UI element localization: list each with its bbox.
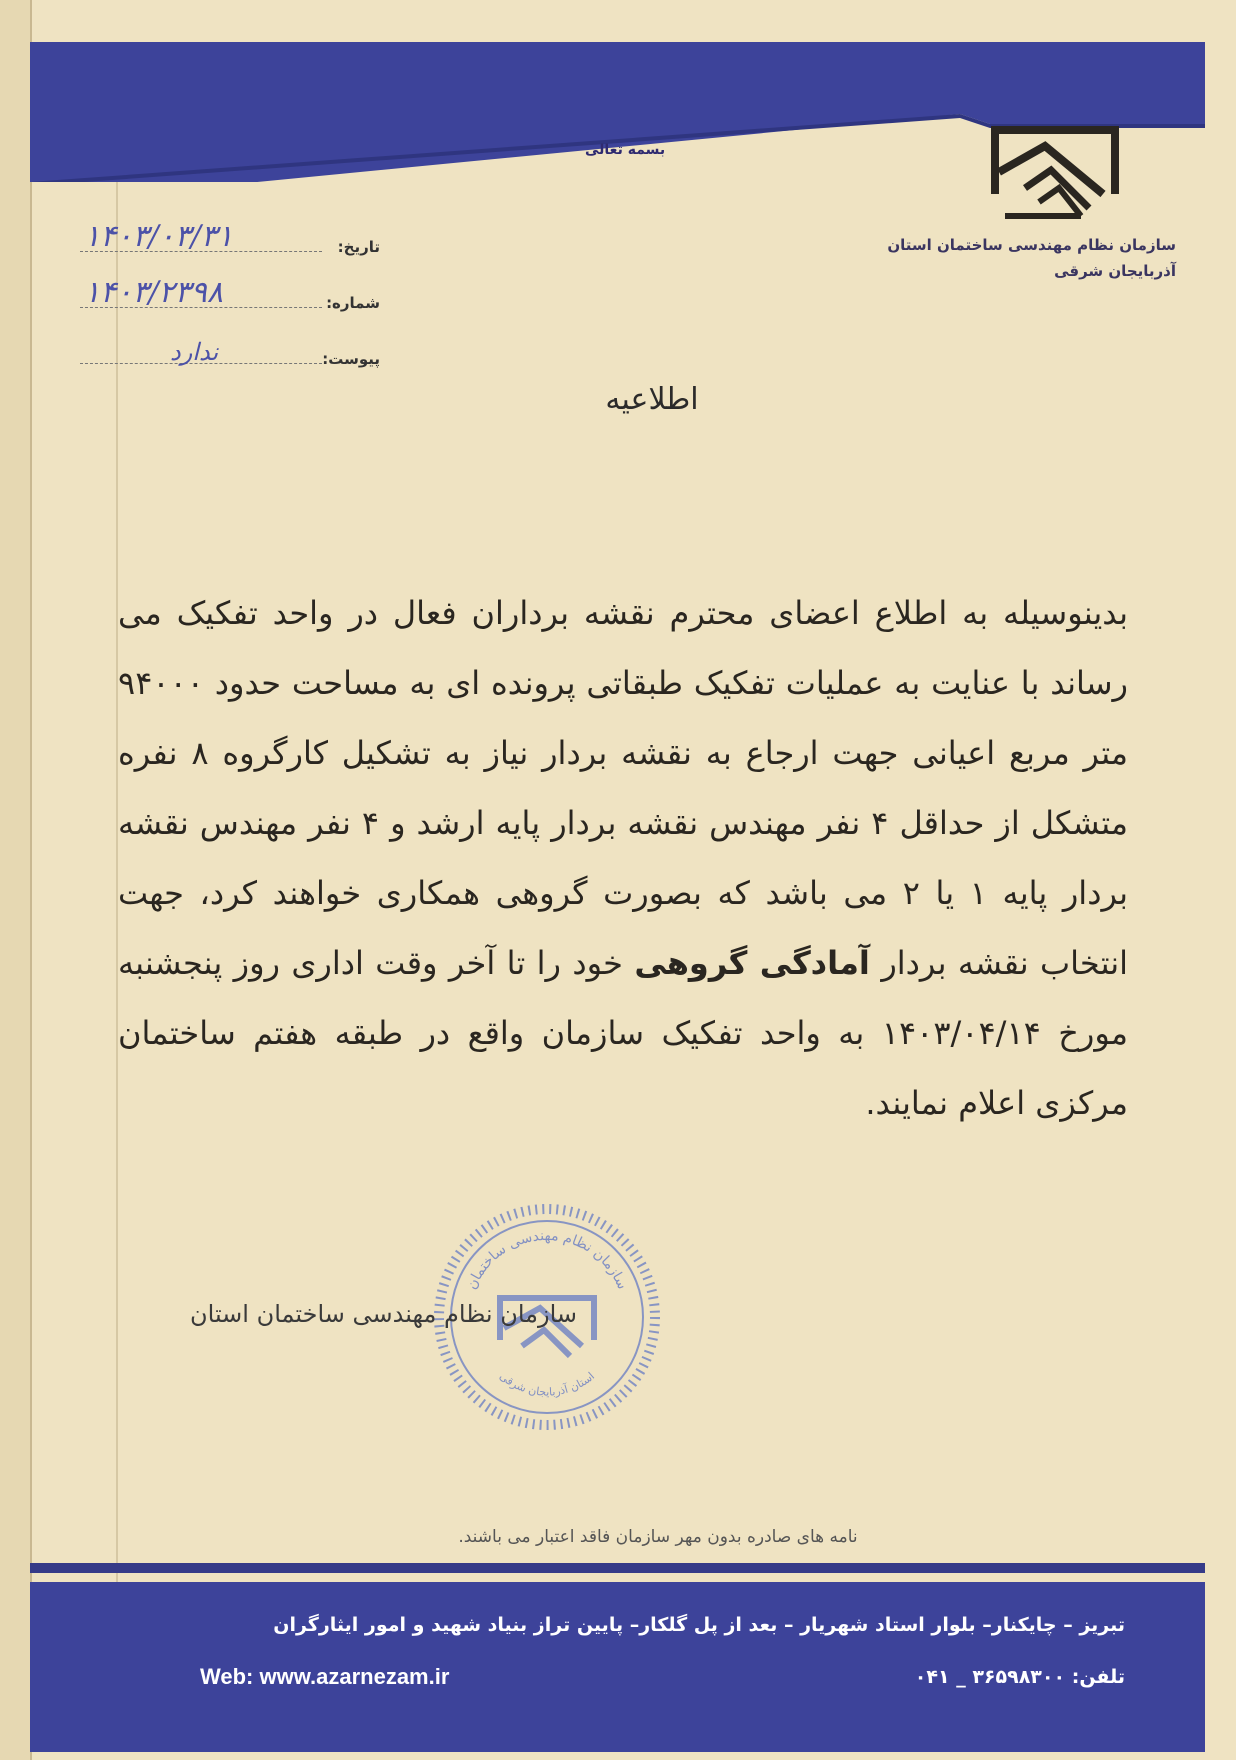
footer-rule bbox=[30, 1563, 1205, 1573]
body-text bbox=[118, 578, 1128, 1138]
bismillah: بسمه تعالی bbox=[585, 142, 666, 158]
org-logo bbox=[985, 124, 1125, 224]
number-row bbox=[80, 264, 380, 320]
attachment-label: پیوست: bbox=[322, 350, 380, 368]
org-name bbox=[887, 232, 1176, 284]
footer-phone: تلفن: ۳۶۵۹۸۳۰۰ _ ۰۴۱ bbox=[914, 1666, 1125, 1688]
body-bold: آمادگی گروهی bbox=[634, 944, 870, 982]
stamp-text-bottom: استان آذربایجان شرقی bbox=[497, 1369, 598, 1399]
body-part1: بدینوسیله به اطلاع اعضای محترم نقشه برداران فعال در واحد تفکیک می رساند با عنایت به عملیات تفکیک طبقاتی پرونده ای به مساحت حدود ۹۴۰۰۰ متر مربع اعیانی جهت ارجاع به نقشه بردار نیاز به تشکیل کارگروه ۸ نفره متشکل از حداقل ۴ نفر مهندس نقشه بردار پایه ارشد و ۴ نفر مهندس نقشه بردار پایه ۱ یا ۲ می باشد که بصورت گروهی همکاری خواهند کرد، جهت انتخاب نقشه بردار bbox=[118, 594, 1129, 982]
svg-text:سازمان نظام مهندسی ساختمان bbox=[464, 1228, 631, 1292]
number-value: ۱۴۰۳/۲۳۹۸ bbox=[84, 275, 224, 310]
date-row bbox=[80, 208, 380, 264]
org-name-line2: آذربایجان شرقی bbox=[1054, 262, 1176, 280]
footnote-text: نامه های صادره بدون مهر سازمان فاقد اعتبار می باشند. bbox=[458, 1527, 858, 1547]
svg-text:استان آذربایجان شرقی bbox=[497, 1370, 597, 1399]
document-title-text: اطلاعیه bbox=[605, 382, 699, 417]
date-label: تاریخ: bbox=[337, 238, 380, 256]
number-label: شماره: bbox=[326, 294, 380, 312]
footer-address: تبریز – چایکنار– بلوار استاد شهریار – بعد از پل گلکار– پایین تراز بنیاد شهید و امور ایثارگران bbox=[273, 1614, 1125, 1636]
meta-fields bbox=[80, 208, 380, 376]
org-name-line1: سازمان نظام مهندسی ساختمان استان bbox=[887, 236, 1176, 254]
stamp-text-top: سازمان نظام مهندسی ساختمان bbox=[463, 1227, 631, 1292]
footer bbox=[30, 1582, 1205, 1752]
signature-text: سازمان نظام مهندسی ساختمان استان bbox=[190, 1300, 577, 1328]
footnote bbox=[0, 1527, 1236, 1547]
body-part2: خود را تا آخر وقت اداری روز پنجشنبه مورخ ۱۴۰۳/۰۴/۱۴ به واحد تفکیک سازمان واقع در طبقه هفتم ساختمان مرکزی اعلام نمایند. bbox=[118, 944, 1129, 1122]
date-value: ۱۴۰۳/۰۳/۳۱ bbox=[84, 219, 234, 254]
attachment-row bbox=[80, 320, 380, 376]
footer-web-link[interactable]: Web: www.azarnezam.ir bbox=[200, 1664, 450, 1689]
page-edge bbox=[0, 0, 32, 1760]
attachment-value: ندارد bbox=[170, 338, 219, 366]
document-title bbox=[0, 382, 1236, 417]
